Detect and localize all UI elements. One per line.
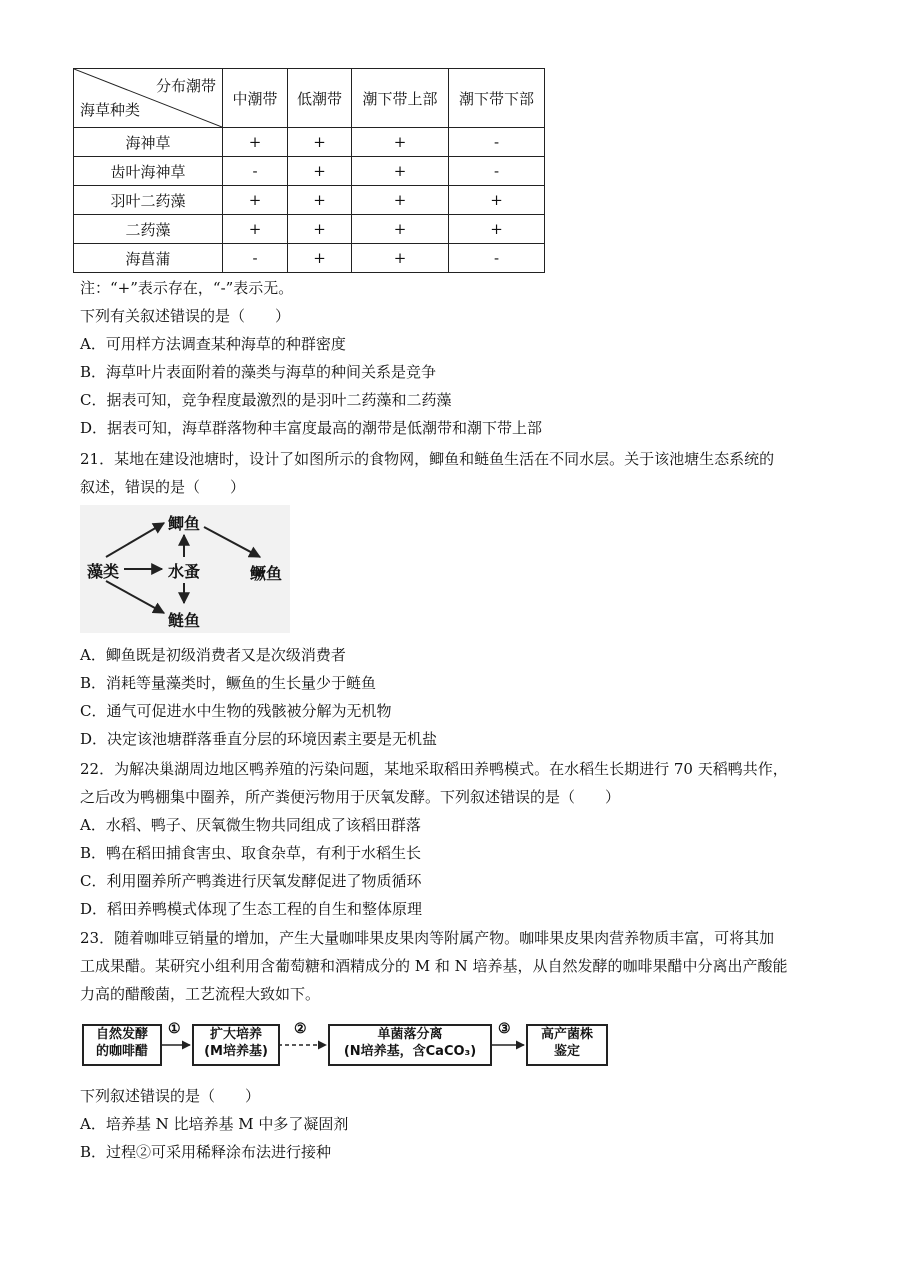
node-crucian-carp: 鲫鱼 (168, 514, 201, 533)
q22-option-d: D．稻田养鸭模式体现了生态工程的自生和整体原理 (80, 900, 423, 918)
table-cell: + (288, 215, 352, 244)
question-23-stem-line3: 力高的醋酸菌，工艺流程大致如下。 (80, 985, 321, 1003)
flow-box-natural-vinegar (82, 1024, 162, 1066)
table-cell: + (223, 128, 288, 157)
column-header: 潮下带下部 (449, 69, 545, 128)
table-cell: + (449, 215, 545, 244)
node-algae: 藻类 (87, 562, 120, 581)
column-header: 潮下带上部 (352, 69, 449, 128)
flow-box-text: (N培养基，含CaCO₃) (343, 1044, 477, 1059)
table-header-row (74, 69, 545, 128)
food-web-diagram (80, 505, 290, 633)
node-silver-carp: 鲢鱼 (168, 611, 201, 630)
table-cell: + (288, 157, 352, 186)
table-cell: + (288, 128, 352, 157)
species-name: 二药藻 (74, 215, 223, 244)
q23-option-a: A．培养基 N 比培养基 M 中多了凝固剂 (80, 1115, 349, 1133)
table-row (74, 186, 545, 215)
flow-step-1: ① (168, 1021, 181, 1037)
flow-box-single-colony (328, 1024, 492, 1066)
flow-box-text: 自然发酵 (95, 1027, 148, 1042)
table-row (74, 215, 545, 244)
process-flowchart (80, 1018, 610, 1072)
flow-box-text: 鉴定 (553, 1044, 580, 1059)
table-row (74, 157, 545, 186)
table-cell: + (288, 186, 352, 215)
q20-option-c: C．据表可知，竞争程度最激烈的是羽叶二药藻和二药藻 (80, 391, 452, 409)
column-header: 中潮带 (223, 69, 288, 128)
question-20-stem: 下列有关叙述错误的是（ ） (80, 307, 291, 325)
flow-box-text: (M培养基) (204, 1044, 268, 1059)
question-21-stem-line1: 21．某地在建设池塘时，设计了如图所示的食物网，鲫鱼和鲢鱼生活在不同水层。关于该池塘生态系统的 (80, 450, 775, 468)
flow-step-3: ③ (498, 1021, 511, 1037)
table-cell: - (449, 157, 545, 186)
question-23-stem2: 下列叙述错误的是（ ） (80, 1087, 261, 1105)
table-cell: + (352, 186, 449, 215)
table-cell: - (223, 157, 288, 186)
question-22-stem-line2: 之后改为鸭棚集中圈养，所产粪便污物用于厌氧发酵。下列叙述错误的是（ ） (80, 788, 621, 806)
table-cell: + (352, 244, 449, 273)
table-cell: + (352, 215, 449, 244)
node-water-flea: 水蚤 (168, 562, 201, 581)
q22-option-c: C．利用圈养所产鸭粪进行厌氧发酵促进了物质循环 (80, 872, 422, 890)
node-mandarin-fish: 鳜鱼 (250, 564, 283, 583)
table-row (74, 128, 545, 157)
table-cell: + (352, 128, 449, 157)
q21-option-a: A．鲫鱼既是初级消费者又是次级消费者 (80, 646, 346, 664)
q20-option-d: D．据表可知，海草群落物种丰富度最高的潮带是低潮带和潮下带上部 (80, 419, 543, 437)
header-zone-label: 分布潮带 (155, 77, 216, 95)
flow-box-text: 单菌落分离 (377, 1027, 443, 1042)
q22-option-b: B．鸭在稻田捕食害虫、取食杂草，有利于水稻生长 (80, 844, 422, 862)
question-22-stem-line1: 22．为解决巢湖周边地区鸭养殖的污染问题，某地采取稻田养鸭模式。在水稻生长期进行 70 天稻鸭共作， (80, 760, 788, 778)
flow-box-text: 扩大培养 (209, 1027, 262, 1042)
species-name: 海菖蒲 (74, 244, 223, 273)
seagrass-distribution-table (73, 68, 545, 273)
species-name: 羽叶二药藻 (74, 186, 223, 215)
table-note: 注：“+”表示存在，“-”表示无。 (80, 279, 294, 297)
flow-box-text: 的咖啡醋 (95, 1044, 148, 1059)
table-cell: - (449, 128, 545, 157)
question-21-stem-line2: 叙述，错误的是（ ） (80, 478, 246, 496)
table-row (74, 244, 545, 273)
table-cell: + (288, 244, 352, 273)
flow-box-text: 高产菌株 (540, 1027, 593, 1042)
q21-option-d: D．决定该池塘群落垂直分层的环境因素主要是无机盐 (80, 730, 438, 748)
table-cell: + (352, 157, 449, 186)
q23-option-b: B．过程②可采用稀释涂布法进行接种 (80, 1143, 332, 1161)
species-name: 齿叶海神草 (74, 157, 223, 186)
table-cell: + (223, 215, 288, 244)
table-cell: - (449, 244, 545, 273)
flow-box-expand-culture (192, 1024, 280, 1066)
q22-option-a: A．水稻、鸭子、厌氧微生物共同组成了该稻田群落 (80, 816, 421, 834)
table-cell: - (223, 244, 288, 273)
q21-option-c: C．通气可促进水中生物的残骸被分解为无机物 (80, 702, 392, 720)
table-cell: + (449, 186, 545, 215)
flow-box-strain-identification (526, 1024, 608, 1066)
flow-step-2: ② (294, 1021, 307, 1037)
q20-option-b: B．海草叶片表面附着的藻类与海草的种间关系是竞争 (80, 363, 437, 381)
question-23-stem-line1: 23．随着咖啡豆销量的增加，产生大量咖啡果皮果肉等附属产物。咖啡果皮果肉营养物质丰富，可将其加 (80, 929, 775, 947)
q21-option-b: B．消耗等量藻类时，鳜鱼的生长量少于鲢鱼 (80, 674, 377, 692)
table-cell: + (223, 186, 288, 215)
column-header: 低潮带 (288, 69, 352, 128)
question-23-stem-line2: 工成果醋。某研究小组利用含葡萄糖和酒精成分的 M 和 N 培养基，从自然发酵的咖啡果醋中分离出产酸能 (80, 957, 788, 975)
species-name: 海神草 (74, 128, 223, 157)
table-corner-cell (74, 69, 223, 128)
q20-option-a: A．可用样方法调查某种海草的种群密度 (80, 335, 346, 353)
header-species-label: 海草种类 (80, 101, 141, 119)
